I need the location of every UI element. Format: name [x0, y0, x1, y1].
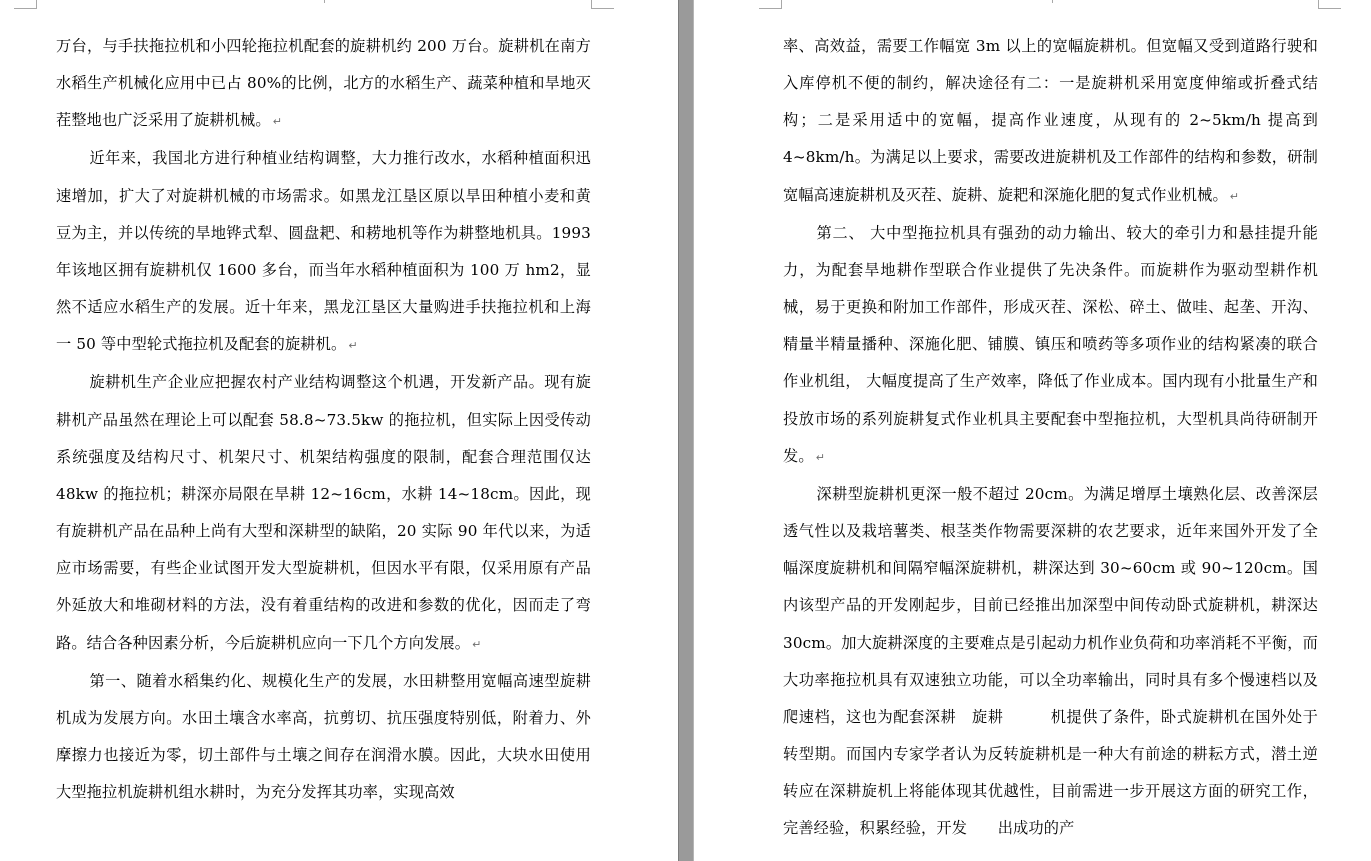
paragraph-text: 深耕型旋耕机更深一般不超过 20cm。为满足增厚土壤熟化层、改善深层透气性以及栽培薯类、根茎类作物需要深耕的农艺要求，近年来国外开发了全幅深度旋耕机和间隔窄幅深旋耕机，耕深达到 30~60cm 或 90~120cm。国内该型产品的开发刚起步，目前已经推出加深型中间传动卧式旋耕机，耕深达 30cm。加大旋耕深度的主要难点是引起动力机作业负荷和功率消耗不平衡，而大功率拖拉机具有双速独立功能，可以全功率输出，同时具有多个慢速档以及爬速档，这也为配套深耕 旋耕 机提供了条件，卧式旋耕机在国外处于转型期。而国内专家学者认为反转旋耕机是一种大有前途的耕耘方式，潜土逆转应在深耕旋机上将能体现其优越性，目前需进一步开展这方面的研究工作，完善经验，积累经验，开发 出成功的产 — [783, 484, 1318, 838]
paragraph-text: 旋耕机生产企业应把握农村产业结构调整这个机遇，开发新产品。现有旋耕机产品虽然在理论上可以配套 58.8~73.5kw 的拖拉机，但实际上因受传动系统强度及结构尺寸、机架尺寸、机架结构强度的限制，配套合理范围仅达 48kw 的拖拉机；耕深亦局限在旱耕 12~16cm，水耕 14~18cm。因此，现有旋耕机产品在品种上尚有大型和深耕型的缺陷，20 实际 90 年代以来，为适应市场需要，有些企业试图开发大型旋耕机，但因水平有限，仅采用原有产品外延放大和堆砌材料的方法，没有着重结构的改进和参数的优化，因而走了弯路。结合各种因素分析，今后旋耕机应向一下几个方向发展。 — [56, 373, 591, 652]
page-text-column[interactable] — [783, 28, 1318, 847]
page-text-column[interactable] — [56, 28, 591, 811]
paragraph — [783, 28, 1318, 215]
document-page-right[interactable] — [694, 0, 1371, 861]
paragraph-mark-icon: ↵ — [272, 115, 283, 129]
paragraph — [56, 663, 591, 812]
paragraph — [56, 140, 591, 364]
document-page-left[interactable] — [0, 0, 678, 861]
page-gutter — [678, 0, 694, 861]
paragraph — [56, 364, 591, 662]
page-corner-mark-top-left — [759, 0, 782, 9]
paragraph-mark-icon: ↵ — [472, 637, 482, 651]
paragraph-text: 第一、随着水稻集约化、规模化生产的发展，水田耕整用宽幅高速型旋耕机成为发展方向。水田土壤含水率高，抗剪切、抗压强度特别低，附着力、外摩擦力也接近为零，切土部件与土壤之间存在润滑水膜。因此，大块水田使用大型拖拉机旋耕机组水耕时，为充分发挥其功率，实现高效 — [56, 671, 591, 802]
paragraph-mark-icon: ↵ — [1229, 189, 1240, 203]
page-corner-mark-top-left — [14, 0, 37, 9]
paragraph — [56, 28, 591, 140]
paragraph-mark-icon: ↵ — [348, 339, 358, 353]
paragraph-text: 第二、 大中型拖拉机具有强劲的动力输出、较大的牵引力和悬挂提升能力，为配套旱地耕作型联合作业提供了先决条件。而旋耕作为驱动型耕作机械，易于更换和附加工作部件，形成灭茬、深松、碎土、做哇、起垄、开沟、精量半精量播种、深施化肥、铺膜、镇压和喷药等多项作业的结构紧凑的联合作业机组， 大幅度提高了生产效率，降低了作业成本。国内现有小批量生产和投放市场的系列旋耕复式作业机具主要配套中型拖拉机，大型机具尚待研制开发。 — [783, 223, 1318, 465]
paragraph-text: 近年来，我国北方进行种植业结构调整，大力推行改水，水稻种植面积迅速增加，扩大了对旋耕机械的市场需求。如黑龙江垦区原以旱田种植小麦和黄豆为主，并以传统的旱地铧式犁、圆盘耙、和耢地机等作为耕整地机具。1993 年该地区拥有旋耕机仅 1600 多台，而当年水稻种植面积为 100 万 hm2，显然不适应水稻生产的发展。近十年来，黑龙江垦区大量购进手扶拖拉机和上海一 50 等中型轮式拖拉机及配套的旋耕机。 — [56, 149, 591, 354]
page-corner-mark-top-right — [1318, 0, 1341, 9]
paragraph-text: 万台，与手扶拖拉机和小四轮拖拉机配套的旋耕机约 200 万台。旋耕机在南方水稻生产机械化应用中已占 80%的比例，北方的水稻生产、蔬菜种植和旱地灭茬整地也广泛采用了旋耕机械。 — [56, 37, 591, 130]
paragraph — [783, 215, 1318, 476]
page-center-tick — [324, 0, 325, 3]
paragraph — [783, 476, 1318, 848]
paragraph-text: 率、高效益，需要工作幅宽 3m 以上的宽幅旋耕机。但宽幅又受到道路行驶和入库停机不便的制约，解决途径有二：一是旋耕机采用宽度伸缩或折叠式结构；二是采用适中的宽幅，提高作业速度，从现有的 2~5km/h 提高到 4~8km/h。为满足以上要求，需要改进旋耕机及工作部件的结构和参数，研制宽幅高速旋耕机及灭茬、旋耕、旋耙和深施化肥的复式作业机械。 — [783, 37, 1318, 204]
page-center-tick — [1052, 0, 1053, 3]
page-corner-mark-top-right — [591, 0, 614, 9]
paragraph-mark-icon: ↵ — [815, 450, 826, 464]
